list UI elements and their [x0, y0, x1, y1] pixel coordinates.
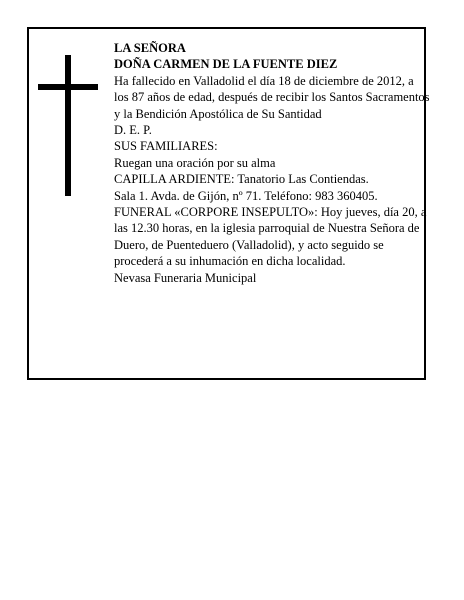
funeral-home: Nevasa Funeraria Municipal	[114, 270, 257, 285]
prayer-request: Ruegan una oración por su alma	[114, 155, 276, 170]
funeral-info: FUNERAL «CORPORE INSEPULTO»: Hoy jueves, día 20, a las 12.30 horas, en la iglesia parroquial de Nuestra Señora de Duero, de Puenteduero (Valladolid), y acto seguido se procederá a su inhumación en dicha localidad.	[114, 205, 427, 269]
obituary-text-block	[114, 40, 430, 286]
death-announcement: Ha fallecido en Valladolid el día 18 de diciembre de 2012, a los 87 años de edad, después de recibir los Santos Sacramentos y la Bendición Apostólica de Su Santidad	[114, 73, 430, 121]
latin-cross-icon-crossbar	[38, 84, 98, 90]
family-heading: SUS FAMILIARES:	[114, 139, 218, 154]
chapel-address: Sala 1. Avda. de Gijón, nº 71. Teléfono: 983 360405.	[114, 188, 378, 203]
chapel-info: CAPILLA ARDIENTE: Tanatorio Las Contiendas.	[114, 172, 369, 187]
notice-title: LA SEÑORA	[114, 41, 186, 55]
latin-cross-icon	[65, 55, 71, 196]
deceased-name: DOÑA CARMEN DE LA FUENTE DIEZ	[114, 57, 338, 72]
dep-line: D. E. P.	[114, 123, 152, 138]
